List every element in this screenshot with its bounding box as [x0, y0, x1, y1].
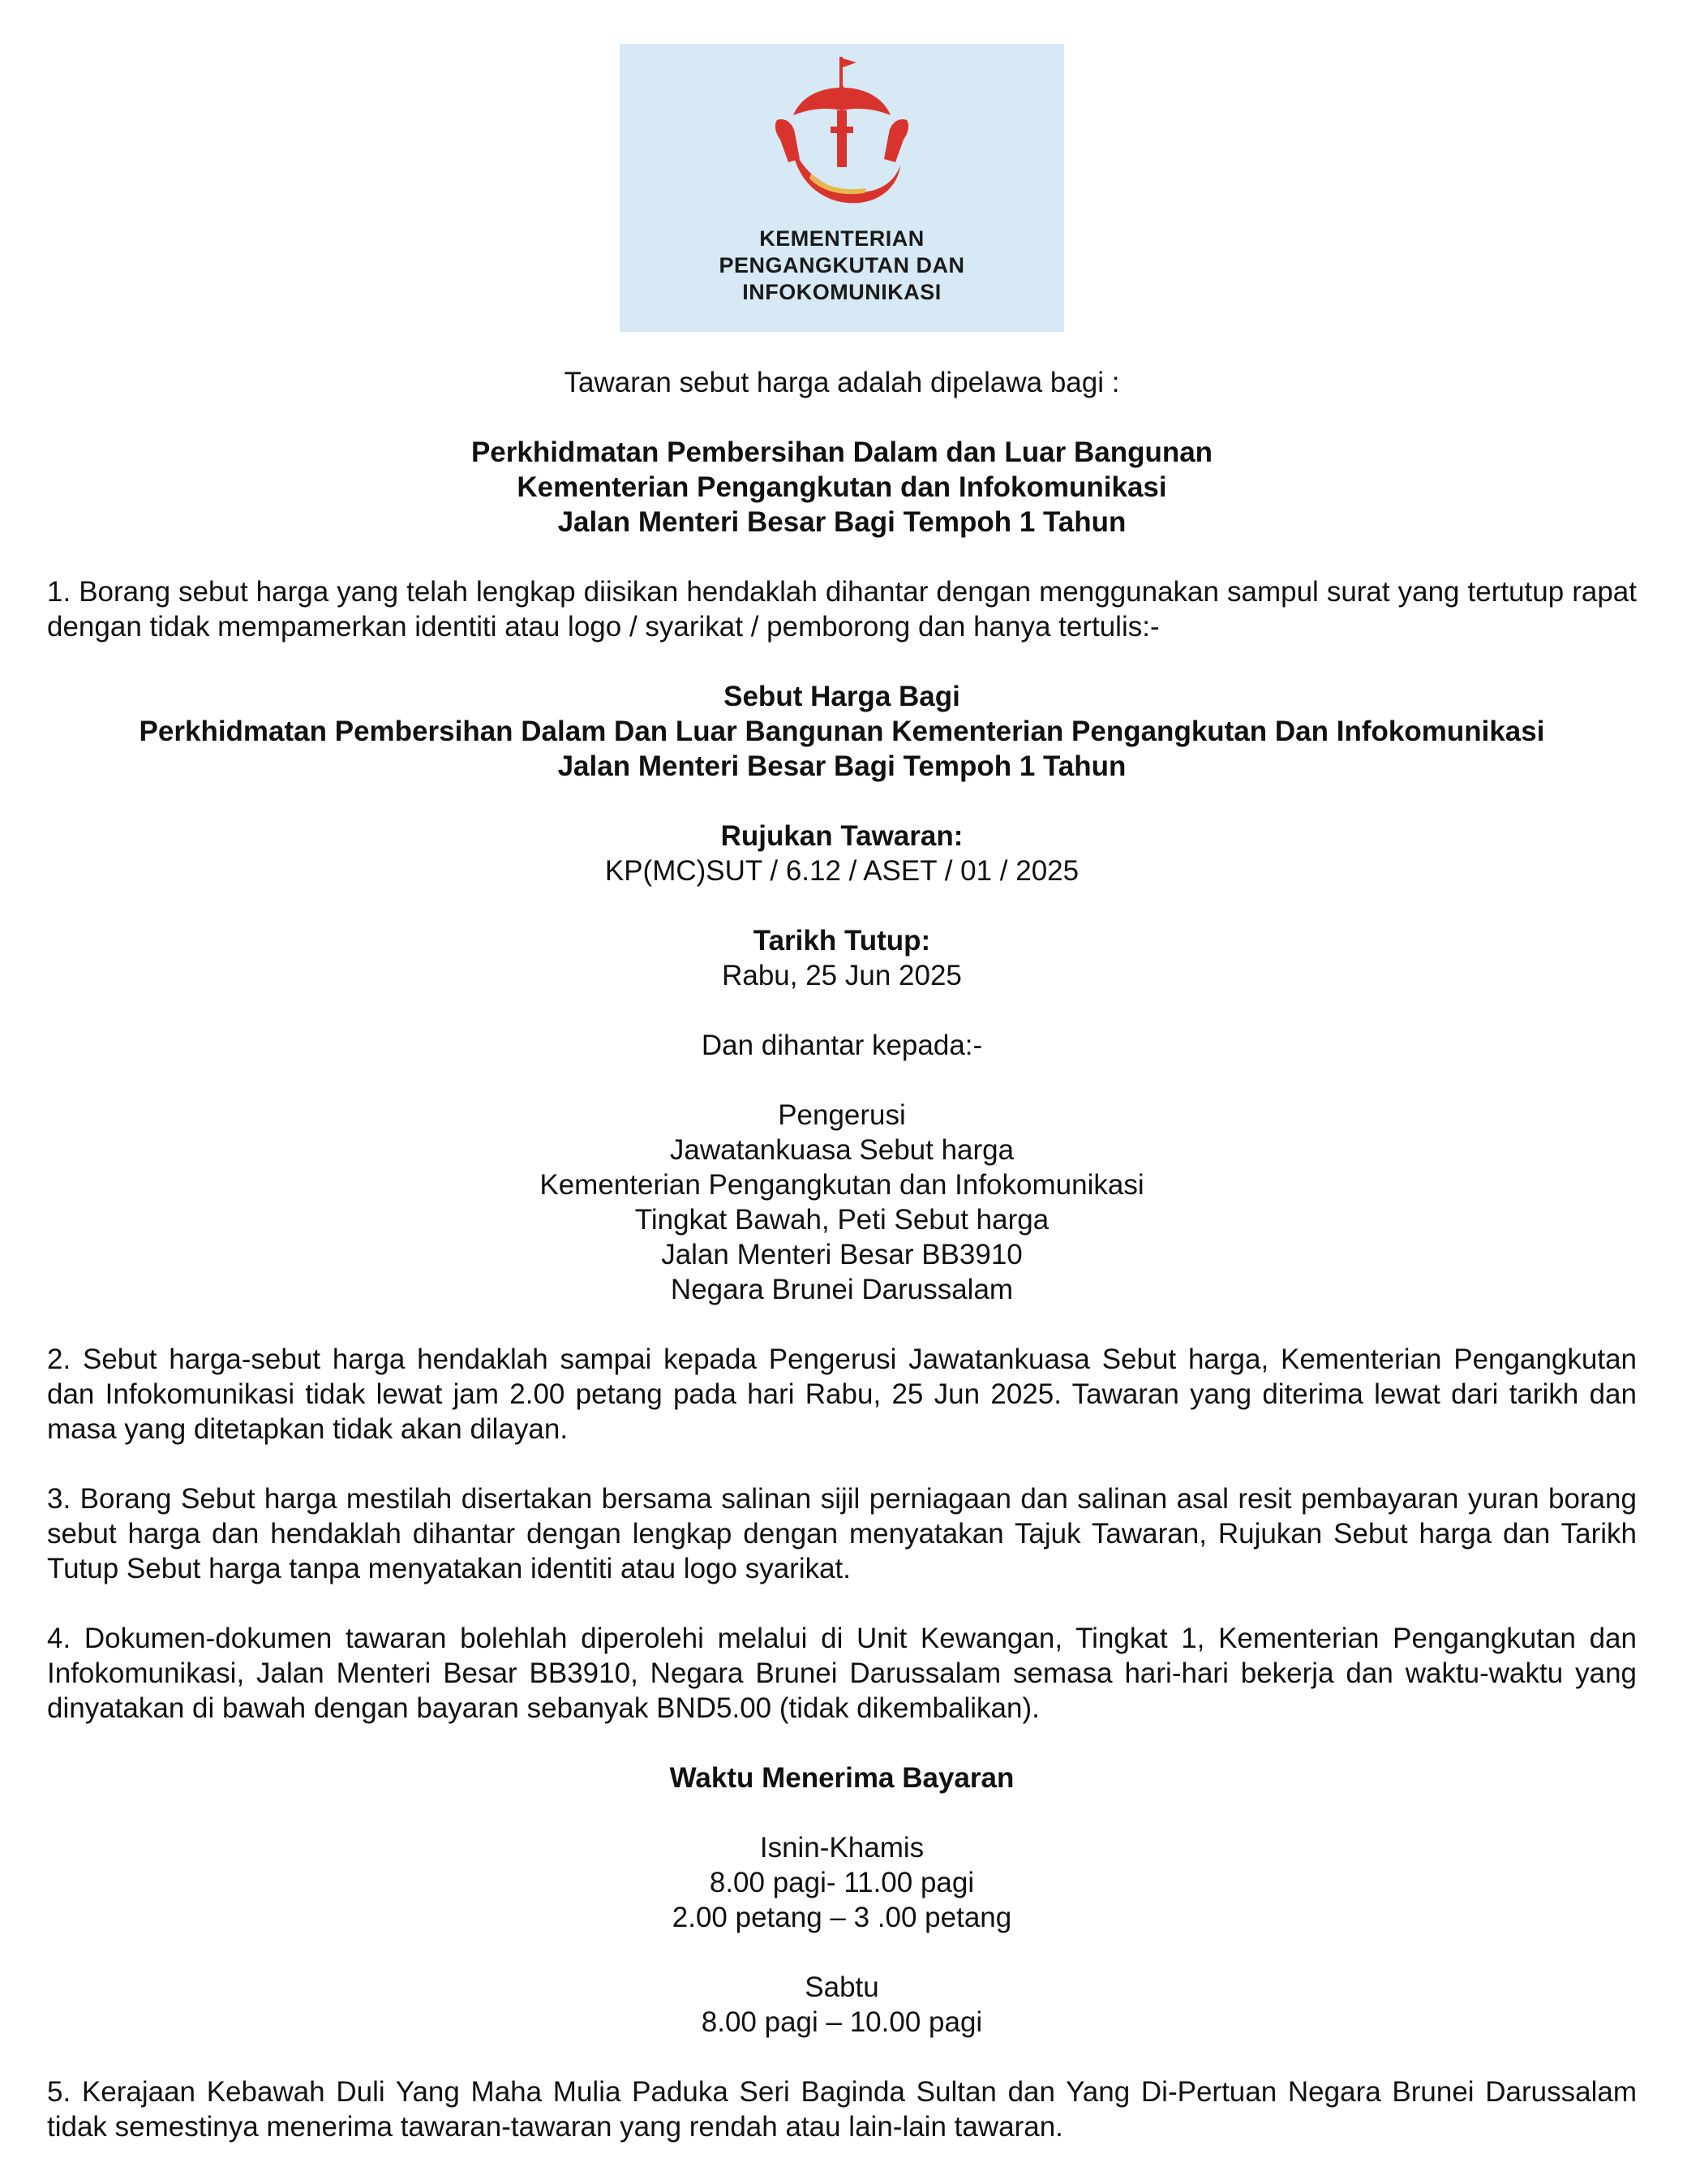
- address-line: Kementerian Pengangkutan dan Infokomunikasi: [539, 1169, 1144, 1201]
- envelope-line: Jalan Menteri Besar Bagi Tempoh 1 Tahun: [557, 750, 1127, 782]
- document-body: [47, 365, 1637, 2144]
- title-line: Kementerian Pengangkutan dan Infokomunikasi: [517, 471, 1167, 503]
- weekday-hours: [47, 1830, 1637, 1935]
- title-line: Jalan Menteri Besar Bagi Tempoh 1 Tahun: [557, 506, 1127, 538]
- envelope-line: Perkhidmatan Pembersihan Dalam Dan Luar Bangunan Kementerian Pengangkutan Dan Infokomunikasi: [139, 716, 1545, 747]
- address-line: Tingkat Bawah, Peti Sebut harga: [634, 1204, 1050, 1236]
- saturday-label: Sabtu: [805, 1971, 879, 2003]
- paragraph-3: 3. Borang Sebut harga mestilah disertakan bersama salinan sijil perniagaan dan salinan asal resit pembayaran yuran borang sebut harga dan hendaklah dihantar dengan lengkap dengan menyatakan Tajuk Tawaran, Rujukan Sebut harga dan Tarikh Tutup Sebut harga tanpa menyatakan identiti atau logo syarikat.: [47, 1483, 1637, 1584]
- delivery-address: [47, 1098, 1637, 1307]
- logo-text-line: KEMENTERIAN: [759, 226, 925, 251]
- envelope-line: Sebut Harga Bagi: [723, 681, 960, 712]
- closing-date-label: Tarikh Tutup:: [753, 925, 931, 957]
- tender-title: [47, 435, 1637, 540]
- weekday-label: Isnin-Khamis: [759, 1832, 925, 1864]
- paragraph-5: 5. Kerajaan Kebawah Duli Yang Maha Mulia Paduka Seri Baginda Sultan dan Yang Di-Pertuan Negara Brunei Darussalam tidak semestinya menerima tawaran-tawaran yang rendah atau lain-lain tawaran.: [47, 2076, 1637, 2143]
- address-line: Jalan Menteri Besar BB3910: [661, 1239, 1023, 1270]
- weekday-slot: 2.00 petang – 3 .00 petang: [672, 1902, 1012, 1933]
- reference-value: KP(MC)SUT / 6.12 / ASET / 01 / 2025: [604, 855, 1080, 887]
- title-line: Perkhidmatan Pembersihan Dalam dan Luar Bangunan: [470, 436, 1213, 468]
- closing-date-value: Rabu, 25 Jun 2025: [722, 960, 962, 991]
- closing-date-block: [47, 923, 1637, 993]
- envelope-heading: [47, 679, 1637, 784]
- deliver-to-text: Dan dihantar kepada:-: [701, 1030, 983, 1061]
- logo-text-line: PENGANGKUTAN DAN: [719, 253, 965, 277]
- saturday-slot: 8.00 pagi – 10.00 pagi: [701, 2006, 983, 2038]
- ministry-logo: [620, 44, 1064, 332]
- payment-heading: Waktu Menerima Bayaran: [669, 1762, 1015, 1794]
- saturday-hours: [47, 1970, 1637, 2040]
- logo-text-line: INFOKOMUNIKASI: [742, 280, 942, 304]
- reference-label: Rujukan Tawaran:: [720, 820, 964, 852]
- address-line: Negara Brunei Darussalam: [670, 1274, 1014, 1305]
- paragraph-1: 1. Borang sebut harga yang telah lengkap diisikan hendaklah dihantar dengan menggunakan sampul surat yang tertutup rapat dengan tidak mempamerkan identiti atau logo / syarikat / pemborong dan hanya tertulis:-: [47, 576, 1637, 643]
- brunei-crest-icon: [753, 52, 931, 222]
- paragraph-4: 4. Dokumen-dokumen tawaran bolehlah diperolehi melalui di Unit Kewangan, Tingkat 1, Kementerian Pengangkutan dan Infokomunikasi, Jalan Menteri Besar BB3910, Negara Brunei Darussalam semasa hari-hari bekerja dan waktu-waktu yang dinyatakan di bawah dengan bayaran sebanyak BND5.00 (tidak dikembalikan).: [47, 1623, 1637, 1724]
- address-line: Pengerusi: [778, 1099, 906, 1131]
- ministry-logo-text: [620, 226, 1064, 306]
- reference-block: [47, 819, 1637, 888]
- intro-text: Tawaran sebut harga adalah dipelawa bagi :: [564, 367, 1120, 398]
- paragraph-2: 2. Sebut harga-sebut harga hendaklah sampai kepada Pengerusi Jawatankuasa Sebut harga, Kementerian Pengangkutan dan Infokomunikasi tidak lewat jam 2.00 petang pada hari Rabu, 25 Jun 2025. Tawaran yang diterima lewat dari tarikh dan masa yang ditetapkan tidak akan dilayan.: [47, 1344, 1637, 1445]
- weekday-slot: 8.00 pagi- 11.00 pagi: [709, 1867, 975, 1898]
- address-line: Jawatankuasa Sebut harga: [669, 1134, 1015, 1166]
